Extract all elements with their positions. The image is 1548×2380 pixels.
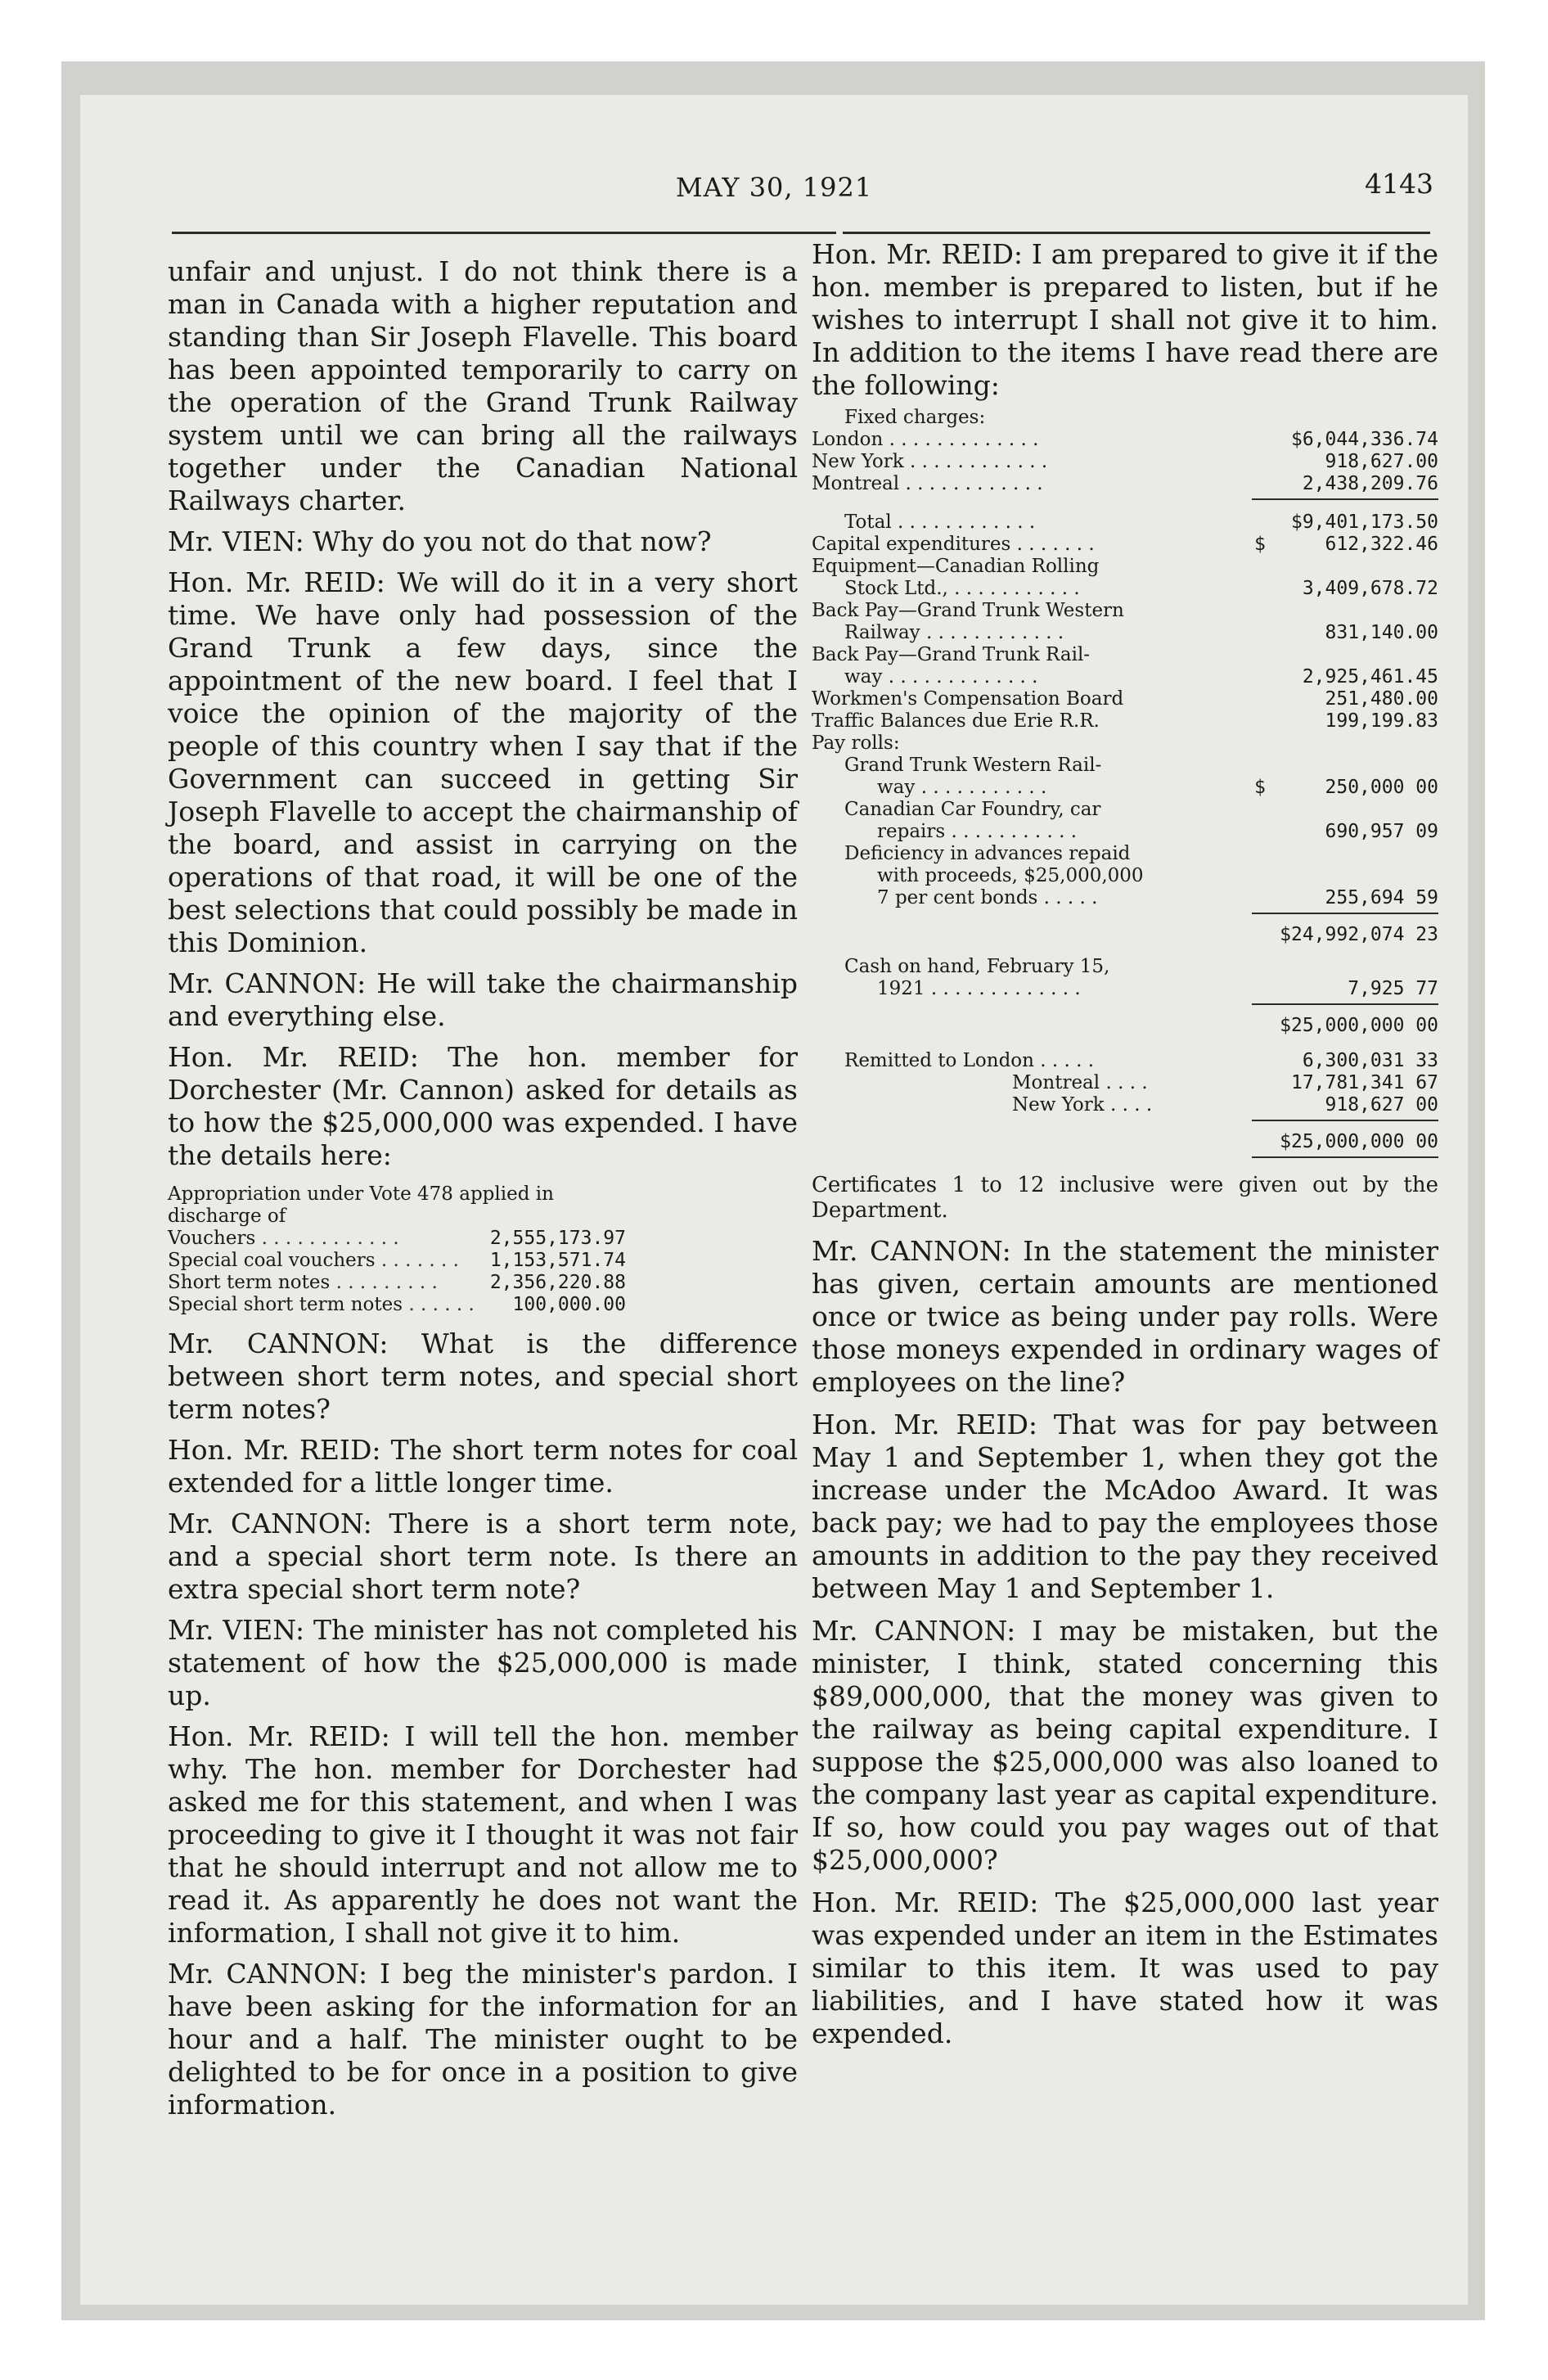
ledger-row: Back Pay—Grand Trunk Western [812, 600, 1124, 621]
ledger-row: Back Pay—Grand Trunk Rail- [812, 644, 1091, 665]
ledger-row: Montreal . . . . . . . . . . . . 2,438,209.76 [812, 473, 1438, 494]
ledger-row: Grand Trunk Western Rail- [844, 755, 1102, 776]
statement-ledger [812, 407, 1438, 1161]
paragraph: Mr. CANNON: I beg the minister's pardon. I have been asking for the information for an hour and a half. The minister ought to be delighted to be for once in a position to give information. [168, 1958, 798, 2121]
paragraph: Hon. Mr. REID: The $25,000,000 last year was expended under an item in the Estimates similar to this item. It was used to pay liabilities, and I have stated how it was expended. [812, 1886, 1438, 2049]
ledger-row: 1921 . . . . . . . . . . . . . 7,925 77 [877, 978, 1438, 999]
appropriation-table [168, 1183, 798, 1316]
paragraph: Hon. Mr. REID: I am prepared to give it if the hon. member is prepared to listen, but if he wishes to interrupt I shall not give it to him. In addition to the items I have read there are the following: [812, 238, 1438, 401]
ledger-row: Remitted to London . . . . . 6,300,031 33 [844, 1050, 1438, 1071]
header-rule-left [172, 232, 836, 234]
page-number: 4143 [1365, 168, 1433, 200]
paragraph: unfair and unjust. I do not think there is a man in Canada with a higher reputation and standing than Sir Joseph Flavelle. This board has been appointed temporarily to carry on the operation of the Grand Trunk Railway system until we can bring all the railways together under the Canadian National Railways charter. [168, 255, 798, 516]
paragraph: Hon. Mr. REID: That was for pay between May 1 and September 1, when they got the increase under the McAdoo Award. It was back pay; we had to pay the employees those amounts in addition to the pay they received between May 1 and September 1. [812, 1409, 1438, 1604]
ledger-row: Equipment—Canadian Rolling [812, 556, 1100, 577]
ledger-row: repairs . . . . . . . . . . . 690,957 09 [877, 821, 1438, 842]
ledger-heading: Fixed charges: [844, 407, 986, 428]
paragraph: Mr. CANNON: In the statement the minister has given, certain amounts are mentioned once or twice as being under pay rolls. Were those moneys expended in ordinary wages of employees on the line? [812, 1235, 1438, 1398]
ledger-subtotal-row: $24,992,074 23 [1280, 924, 1438, 945]
appropriation-row: Special short term notes . . . . . . 100,000.00 [168, 1294, 626, 1315]
right-column [812, 238, 1438, 2060]
ledger-total-row: Total . . . . . . . . . . . . $9,401,173.50 [844, 512, 1438, 533]
paragraph: Mr. VIEN: Why do you not do that now? [168, 525, 712, 557]
page-date-header: MAY 30, 1921 [675, 172, 873, 203]
ledger-row: way . . . . . . . . . . . $ 250,000 00 [877, 777, 1438, 798]
ledger-row: Stock Ltd., . . . . . . . . . . . 3,409,678.72 [844, 578, 1438, 599]
ledger-row: New York . . . . . . . . . . . . 918,627.00 [812, 451, 1438, 472]
paragraph: Mr. CANNON: There is a short term note, and a special short term note. Is there an extra special short term note? [168, 1508, 798, 1605]
paragraph: Mr. CANNON: He will take the chairmanship and everything else. [168, 967, 798, 1032]
appropriation-row: Vouchers . . . . . . . . . . . . 2,555,173.97 [168, 1228, 626, 1249]
appropriation-row: Special coal vouchers . . . . . . . 1,153,571.74 [168, 1250, 626, 1271]
paragraph: Hon. Mr. REID: The hon. member for Dorchester (Mr. Cannon) asked for details as to how the $25,000,000 was expended. I have the details here: [168, 1041, 798, 1171]
ledger-row: with proceeds, $25,000,000 [877, 865, 1144, 886]
header-rule-right [843, 232, 1430, 234]
ledger-row: Workmen's Compensation Board 251,480.00 [812, 688, 1438, 710]
paragraph: Mr. CANNON: I may be mistaken, but the minister, I think, stated concerning this $89,000,000, that the money was given to the railway as being capital expenditure. I suppose the $25,000,000 was also loaned to the company last year as capital expenditure. If so, how could you pay wages out of that $25,000,000? [812, 1615, 1438, 1876]
ledger-row: Capital expenditures . . . . . . . $ 612,322.46 [812, 534, 1438, 555]
sum-rule [812, 909, 1438, 917]
sum-rule [812, 495, 1438, 503]
paragraph: Mr. VIEN: The minister has not completed his statement of how the $25,000,000 is made up. [168, 1614, 798, 1711]
ledger-row: Deficiency in advances repaid [844, 843, 1131, 864]
ledger-row: way . . . . . . . . . . . . . 2,925,461.45 [844, 666, 1438, 687]
ledger-grand-total-row: $25,000,000 00 [1280, 1131, 1438, 1152]
left-column [168, 255, 798, 2130]
ledger-row: London . . . . . . . . . . . . . $6,044,336.74 [812, 429, 1438, 450]
ledger-row: Cash on hand, February 15, [844, 956, 1110, 977]
appropriation-row: Short term notes . . . . . . . . . 2,356,220.88 [168, 1272, 626, 1293]
ledger-row: Canadian Car Foundry, car [844, 799, 1101, 820]
paragraph: Hon. Mr. REID: The short term notes for coal extended for a little longer time. [168, 1434, 798, 1499]
ledger-grand-total-row: $25,000,000 00 [1280, 1015, 1438, 1036]
appropriation-heading: Appropriation under Vote 478 applied in discharge of [168, 1183, 554, 1227]
sum-rule [812, 1116, 1438, 1125]
ledger-row: Montreal . . . . 17,781,341 67 [1012, 1072, 1438, 1093]
ledger-heading: Pay rolls: [812, 732, 900, 754]
ledger-row: 7 per cent bonds . . . . . 255,694 59 [877, 887, 1438, 908]
paragraph: Hon. Mr. REID: I will tell the hon. member why. The hon. member for Dorchester had asked me for this statement, and when I was proceeding to give it I thought it was not fair that he should interrupt and not allow me to read it. As apparently he does not want the information, I shall not give it to him. [168, 1720, 798, 1949]
sum-rule [812, 1000, 1438, 1008]
paragraph: Mr. CANNON: What is the difference between short term notes, and special short term notes? [168, 1327, 798, 1425]
certificates-note: Certificates 1 to 12 inclusive were given out by the Department. [812, 1173, 1438, 1223]
ledger-row: Traffic Balances due Erie R.R. 199,199.83 [812, 710, 1438, 732]
ledger-row: New York . . . . 918,627 00 [1012, 1094, 1438, 1116]
sum-rule [812, 1153, 1438, 1161]
paragraph: Hon. Mr. REID: We will do it in a very short time. We have only had possession of the Grand Trunk a few days, since the appointment of the new board. I feel that I voice the opinion of the majority of the people of this country when I say that if the Government can succeed in getting Sir Joseph Flavelle to accept the chairmanship of the board, and assist in carrying on the operations of that road, it will be one of the best selections that could possibly be made in this Dominion. [168, 566, 798, 958]
ledger-row: Railway . . . . . . . . . . . . 831,140.00 [844, 622, 1438, 643]
